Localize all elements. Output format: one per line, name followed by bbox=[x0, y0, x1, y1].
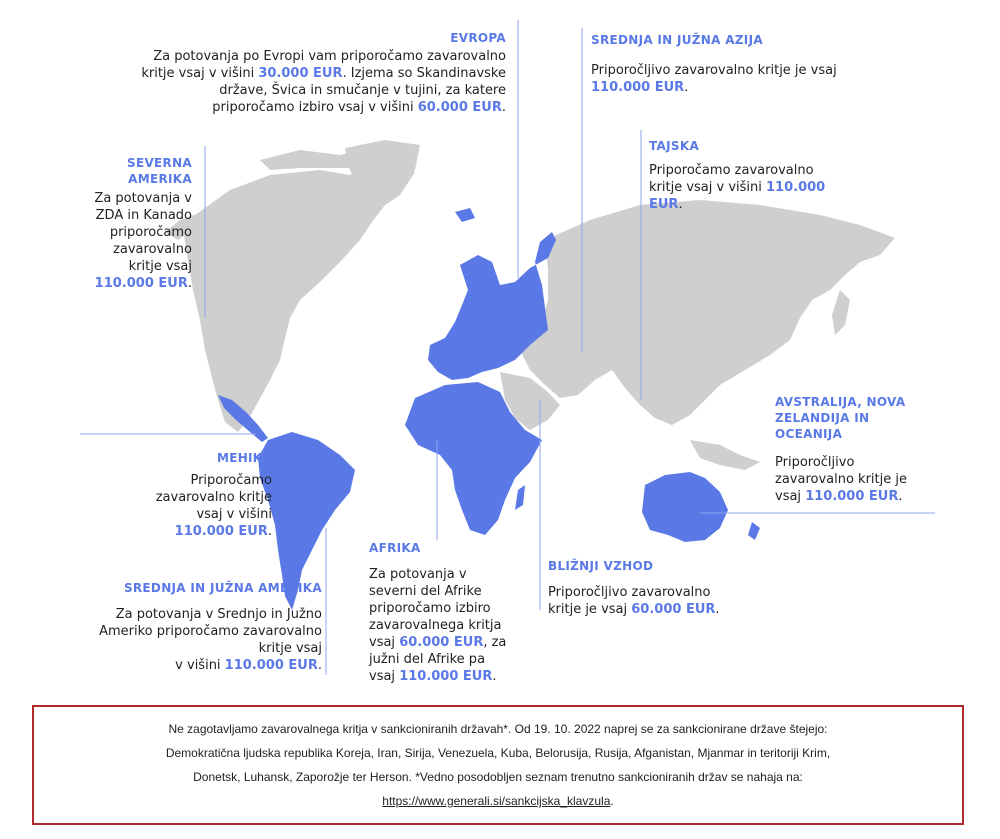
azija-line2 bbox=[591, 79, 891, 96]
juzna-l4 bbox=[40, 657, 322, 674]
vzhod-text bbox=[548, 584, 768, 618]
tajska-t2: kritje vsaj v višini bbox=[649, 180, 766, 195]
severna-title bbox=[80, 155, 192, 187]
azija-value: 110.000 EUR bbox=[591, 80, 685, 95]
evropa-value2: 60.000 EUR bbox=[417, 100, 502, 115]
severna-value: 110.000 EUR bbox=[94, 276, 188, 291]
afrika-l5 bbox=[369, 634, 549, 651]
avstralija-l2: zavarovalno kritje je bbox=[775, 472, 907, 487]
juzna-l2: Ameriko priporočamo zavarovalno bbox=[99, 624, 322, 639]
juzna-l4a: v višini bbox=[175, 658, 225, 673]
sanctions-link[interactable]: https://www.generali.si/sankcijska_klavzula bbox=[382, 794, 611, 808]
australia-shape bbox=[642, 472, 728, 542]
afrika-l5b: , za bbox=[483, 635, 507, 650]
vzhod-t: . bbox=[715, 602, 720, 617]
tajska-line3 bbox=[649, 196, 849, 213]
severna-l4: zavarovalno bbox=[113, 242, 192, 257]
afrika-l3: priporočamo izbiro bbox=[369, 601, 491, 616]
mehika-l4 bbox=[120, 523, 272, 540]
japan-shape bbox=[832, 290, 850, 335]
afrika-text bbox=[369, 566, 549, 685]
afrika-l4: zavarovalnega kritja bbox=[369, 618, 502, 633]
evropa-line1: Za potovanja po Evropi vam priporočamo zavarovalno bbox=[153, 49, 506, 64]
severna-text bbox=[60, 190, 192, 292]
severna-t: . bbox=[187, 276, 192, 291]
north-america-shape bbox=[184, 165, 415, 432]
severna-l2: ZDA in Kanado bbox=[95, 208, 192, 223]
avstralija-l1: Priporočljivo bbox=[775, 455, 855, 470]
iceland-shape bbox=[455, 208, 475, 222]
vzhod-title: BLIŽNJI VZHOD bbox=[548, 559, 654, 573]
evropa-t3: . Izjema so Skandinavske bbox=[342, 66, 506, 81]
juzna-title: SREDNJA IN JUŽNA AMERIKA bbox=[123, 581, 322, 595]
avstralija-l3a: vsaj bbox=[775, 489, 806, 504]
tajska-t3: . bbox=[678, 197, 683, 212]
azija-title: SREDNJA IN JUŽNA AZIJA bbox=[591, 33, 763, 47]
mehika-l2: zavarovalno kritje bbox=[155, 490, 272, 505]
severna-title1: SEVERNA bbox=[127, 156, 192, 170]
afrika-title: AFRIKA bbox=[369, 541, 421, 555]
afrika-value2: 110.000 EUR bbox=[399, 669, 493, 684]
mehika-t: . bbox=[267, 524, 272, 539]
evropa-t2: kritje vsaj v višini bbox=[141, 66, 259, 81]
azija-t2: . bbox=[684, 80, 689, 95]
avstralija-title1: AVSTRALIJA, NOVA bbox=[775, 395, 906, 409]
evropa-line4 bbox=[40, 99, 506, 116]
notice-line3: Donetsk, Luhansk, Zaporožje ter Herson. *Vedno posodobljen seznam trenutno sankcioniranih držav se nahaja na: bbox=[193, 770, 803, 784]
severna-l6 bbox=[60, 275, 192, 292]
avstralija-text bbox=[775, 454, 975, 505]
mehika-value: 110.000 EUR bbox=[174, 524, 268, 539]
avstralija-t: . bbox=[898, 489, 903, 504]
afrika-t: . bbox=[492, 669, 497, 684]
tajska-line1: Priporočamo zavarovalno bbox=[649, 163, 814, 178]
new-zealand-shape bbox=[748, 522, 760, 540]
afrika-value1: 60.000 EUR bbox=[399, 635, 484, 650]
notice-line1: Ne zagotavljamo zavarovalnega kritja v sankcioniranih državah*. Od 19. 10. 2022 naprej se za sankcionirane države štejejo: bbox=[168, 722, 828, 736]
mehika-title: MEHIKA bbox=[216, 451, 272, 465]
severna-l5: kritje vsaj bbox=[128, 259, 192, 274]
avstralija-value: 110.000 EUR bbox=[805, 489, 899, 504]
afrika-l7a: vsaj bbox=[369, 669, 400, 684]
notice-link-end: . bbox=[610, 794, 614, 808]
tajska-value-a: 110.000 bbox=[766, 180, 826, 195]
evropa-title: EVROPA bbox=[450, 31, 506, 45]
tajska-value-b: EUR bbox=[649, 197, 679, 212]
notice-line2: Demokratična ljudska republika Koreja, Iran, Sirija, Venezuela, Kuba, Belorusija, Rusija, Afganistan, Mjanmar in teritoriji Krim, bbox=[165, 746, 831, 760]
avstralija-title3: OCEANIJA bbox=[775, 427, 843, 441]
evropa-text bbox=[40, 48, 506, 116]
vzhod-l2a: kritje je vsaj bbox=[548, 602, 632, 617]
severna-l1: Za potovanja v bbox=[94, 191, 192, 206]
avstralija-title2: ZELANDIJA IN bbox=[775, 411, 870, 425]
juzna-t: . bbox=[317, 658, 322, 673]
mehika-l3: vsaj v višini bbox=[196, 507, 272, 522]
afrika-l5a: vsaj bbox=[369, 635, 400, 650]
notice-line4 bbox=[74, 789, 922, 813]
tajska-text bbox=[649, 162, 849, 213]
azija-text bbox=[591, 62, 891, 96]
juzna-text bbox=[40, 606, 322, 674]
evropa-value1: 30.000 EUR bbox=[258, 66, 343, 81]
evropa-t6: . bbox=[501, 100, 506, 115]
vzhod-l2 bbox=[548, 601, 768, 618]
afrika-l1: Za potovanja v bbox=[369, 567, 467, 582]
vzhod-l1: Priporočljivo zavarovalno bbox=[548, 585, 711, 600]
evropa-t5: priporočamo izbiro vsaj v višini bbox=[212, 100, 418, 115]
severna-l3: priporočamo bbox=[109, 225, 192, 240]
afrika-l6: južni del Afrike pa bbox=[369, 652, 486, 667]
avstralija-title bbox=[775, 394, 975, 442]
afrika-l2: severni del Afrike bbox=[369, 584, 482, 599]
avstralija-l3 bbox=[775, 488, 975, 505]
tajska-title: TAJSKA bbox=[649, 139, 700, 153]
juzna-l3: kritje vsaj bbox=[258, 641, 322, 656]
severna-title2: AMERIKA bbox=[128, 172, 192, 186]
evropa-line3: države, Švica in smučanje v tujini, za katere bbox=[219, 83, 506, 98]
sanctions-notice bbox=[32, 705, 964, 825]
se-asia-islands-shape bbox=[690, 440, 760, 470]
juzna-value: 110.000 EUR bbox=[224, 658, 318, 673]
juzna-l1: Za potovanja v Srednjo in Južno bbox=[115, 607, 322, 622]
evropa-line2 bbox=[40, 65, 506, 82]
mehika-text bbox=[120, 472, 272, 540]
mehika-l1: Priporočamo bbox=[190, 473, 272, 488]
madagascar-shape bbox=[515, 485, 525, 510]
afrika-l7 bbox=[369, 668, 549, 685]
azija-line1: Priporočljivo zavarovalno kritje je vsaj bbox=[591, 63, 837, 78]
tajska-line2 bbox=[649, 179, 849, 196]
vzhod-value: 60.000 EUR bbox=[631, 602, 716, 617]
